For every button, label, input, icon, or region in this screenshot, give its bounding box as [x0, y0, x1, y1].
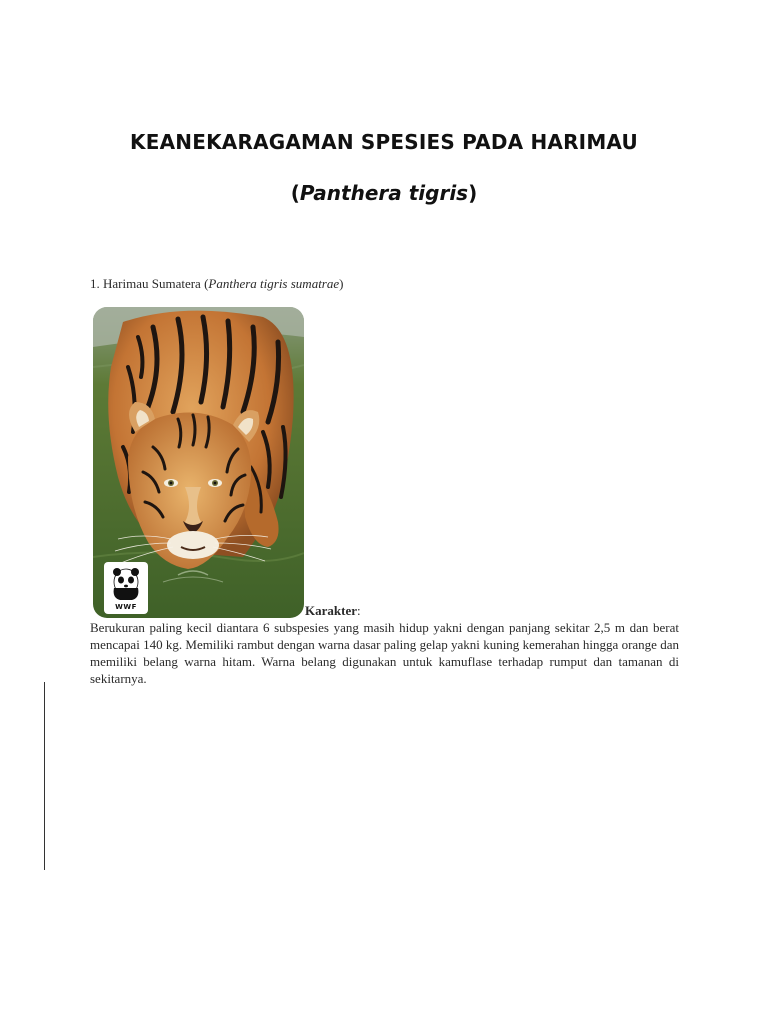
karakter-label: Karakter: [305, 603, 357, 618]
body-paragraph: Berukuran paling kecil diantara 6 subspesies yang masih hidup yakni dengan panjang sekitar 2,5 m dan berat mencapai 140 kg. Memiliki rambut dengan warna dasar paling gelap yakni kuning kemerahan hingga orange dan memiliki belang warna hitam. Warna belang digunakan untuk kamuflase terhadap rumput dan tamanan di sekitarnya.: [90, 620, 679, 686]
tiger-photo: [93, 307, 304, 618]
karakter-line: [305, 603, 361, 619]
section-heading-scientific-name: Panthera tigris sumatrae: [208, 276, 340, 291]
wwf-logo: [104, 562, 148, 614]
subtitle-close-paren: ): [468, 181, 478, 205]
section-heading-suffix: ): [339, 276, 344, 291]
margin-line: [44, 682, 45, 870]
wwf-logo-text: WWF: [115, 603, 137, 611]
subtitle-open-paren: (: [290, 181, 300, 205]
page-subtitle: [0, 181, 768, 205]
subtitle-scientific-name: Panthera tigris: [299, 181, 469, 205]
page-title: KEANEKARAGAMAN SPESIES PADA HARIMAU: [130, 130, 638, 154]
section-heading-prefix: 1. Harimau Sumatera (: [90, 276, 209, 291]
karakter-colon: :: [356, 603, 361, 618]
section-heading: [90, 276, 343, 292]
